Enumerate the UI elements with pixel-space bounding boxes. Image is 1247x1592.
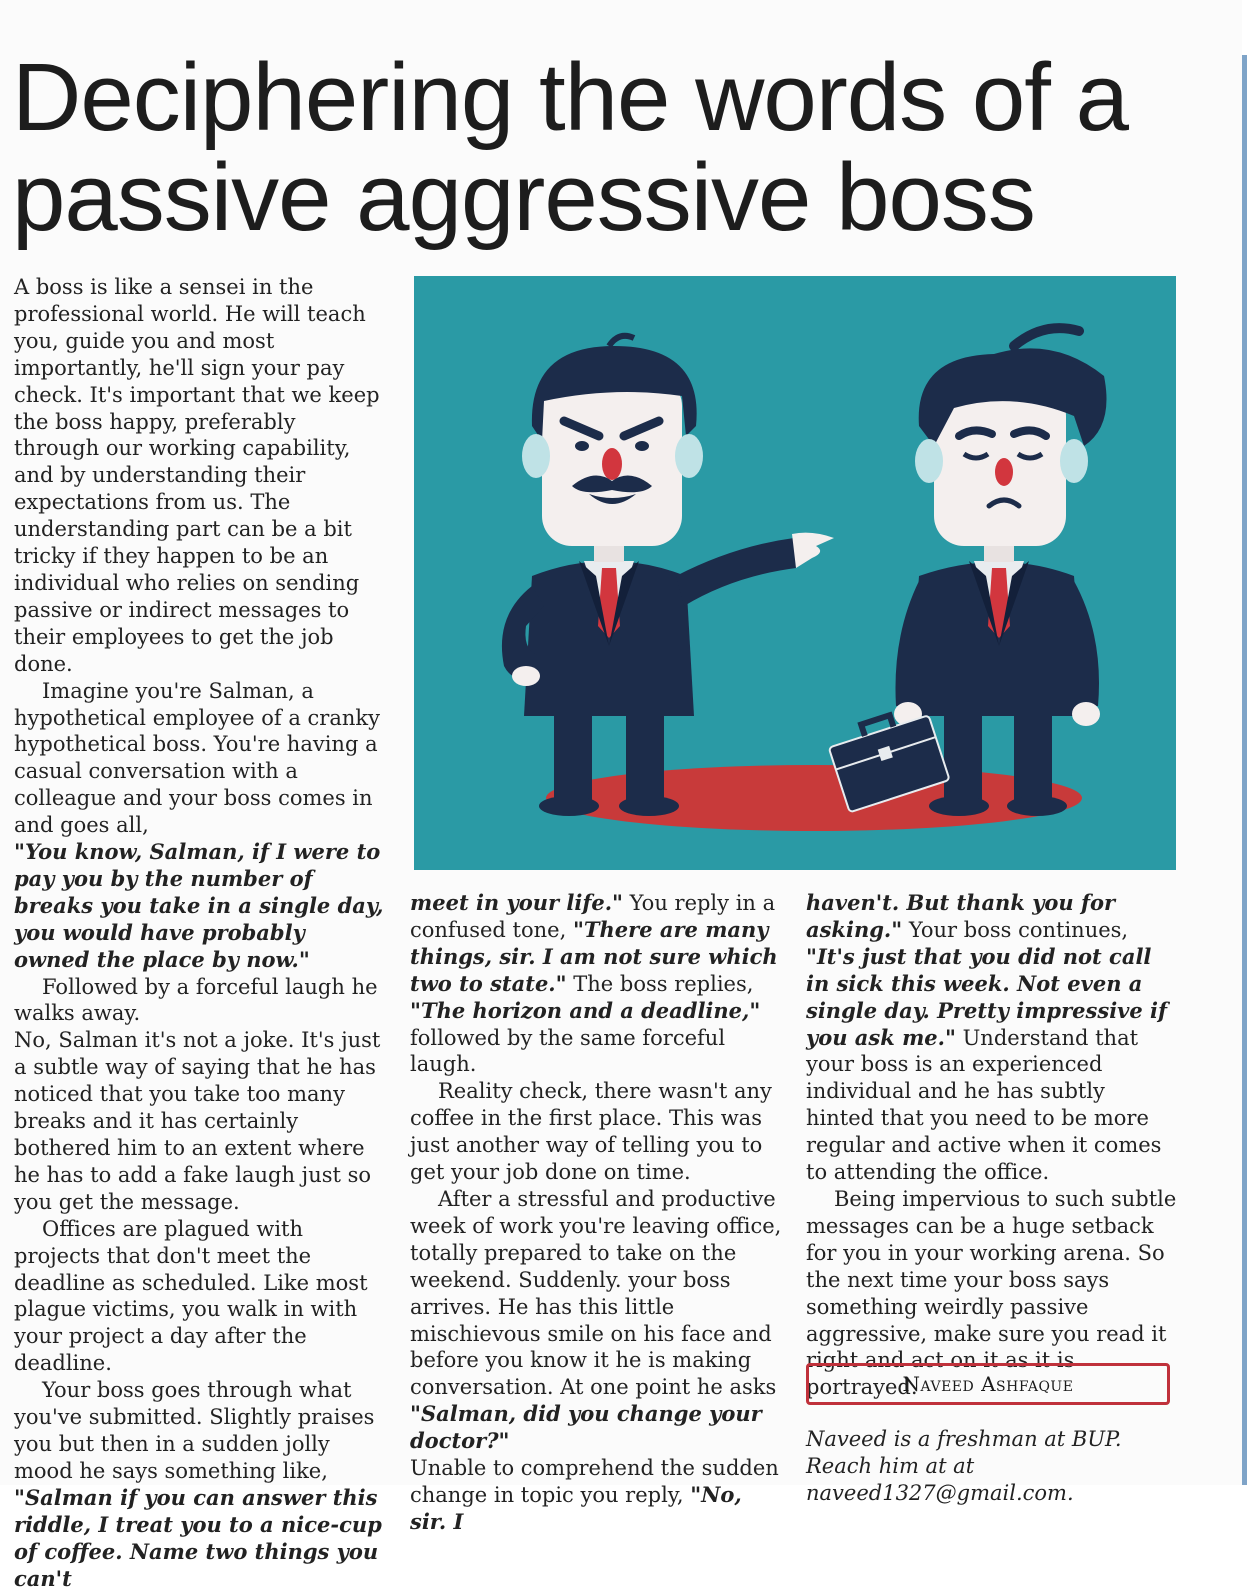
article-column-3 bbox=[806, 890, 1178, 1401]
body-paragraph: Being impervious to such subtle messages can be a huge setback for you in your working arena. So the next time your boss says something weirdly passive aggressive, make sure you read it right and act on it as it is portrayed. bbox=[806, 1186, 1177, 1400]
boss-quote: meet in your life." bbox=[410, 890, 623, 915]
body-paragraph: No, Salman it's not a joke. It's just a subtle way of saying that he has noticed that you take too many breaks and it has certainly bothered him to an extent where he has to add a fake laugh just so you get the message. bbox=[14, 1028, 381, 1214]
article-headline: Deciphering the words of a passive aggressive boss bbox=[12, 44, 1128, 251]
body-paragraph bbox=[410, 1455, 782, 1536]
boss-pointing-at-employee-illustration bbox=[414, 276, 1176, 870]
body-paragraph bbox=[410, 890, 782, 1078]
boss-quote: "Salman if you can answer this riddle, I treat you to a nice-cup of coffee. Name two things you can't bbox=[14, 1484, 382, 1591]
body-text: followed by the same forceful laugh. bbox=[410, 1025, 726, 1077]
body-text: The boss replies, bbox=[566, 971, 754, 996]
article-column-1 bbox=[14, 274, 386, 1592]
body-paragraph: Your boss goes through what you've submitted. Slightly praises you but then in a sudden jolly mood he says something like, bbox=[14, 1378, 375, 1483]
body-text: Your boss continues, bbox=[902, 917, 1129, 942]
boss-quote: "Salman, did you change your doctor?" bbox=[410, 1401, 762, 1454]
body-paragraph: Followed by a forceful laugh he walks away. bbox=[14, 974, 378, 1026]
body-paragraph: Reality check, there wasn't any coffee in the first place. This was just another way of telling you to get your job done on time. bbox=[410, 1079, 772, 1185]
body-text: Unable to comprehend the sudden change in topic you reply, bbox=[410, 1456, 779, 1507]
author-bio: Naveed is a freshman at BUP. Reach him at at naveed1327@gmail.com. bbox=[806, 1427, 1122, 1505]
article-column-2 bbox=[410, 890, 782, 1536]
body-paragraph: A boss is like a sensei in the professional world. He will teach you, guide you and most importantly, he'll sign your pay check. It's important that we keep the boss happy, preferably through our working capability, and by understanding their expectations from us. The understanding part can be a bit tricky if they happen to be an individual who relies on sending passive or indirect messages to their employees to get the job done. bbox=[14, 275, 380, 676]
body-paragraph: Imagine you're Salman, a hypothetical employee of a cranky hypothetical boss. You're having a casual conversation with a colleague and your boss comes in and goes all, bbox=[14, 678, 380, 838]
body-paragraph bbox=[806, 890, 1178, 1186]
boss-quote: "The horizon and a deadline," bbox=[410, 997, 761, 1023]
body-paragraph: After a stressful and productive week of work you're leaving office, totally prepared to take on the weekend. Suddenly. your boss arrives. He has this little mischievous smile on his face and before you know it he is making conversation. At one point he asks bbox=[410, 1186, 782, 1400]
employee-quote: haven't. But thank you for asking." bbox=[806, 890, 1116, 942]
boss-quote: "It's just that you did not call in sick this week. Not even a single day. Pretty impressive if you ask me." bbox=[806, 943, 1168, 1050]
page-edge-rule bbox=[1242, 55, 1247, 1485]
body-text: You reply in a confused tone, bbox=[410, 891, 776, 942]
boss-quote: "You know, Salman, if I were to pay you by the number of breaks you take in a single day, you would have probably owned the place by now." bbox=[14, 839, 384, 972]
body-text: Understand that your boss is an experienced individual and he has subtly hinted that you need to be more regular and active when it comes to attending the office. bbox=[806, 1025, 1162, 1185]
author-byline: Naveed Ashfaque bbox=[806, 1363, 1170, 1405]
employee-quote: "There are many things, sir. I am not sure which two to state." bbox=[410, 916, 778, 996]
body-paragraph: Offices are plagued with projects that don't meet the deadline as scheduled. Like most plague victims, you walk in with your project a day after the deadline. bbox=[14, 1216, 368, 1376]
employee-quote: "No, sir. I bbox=[410, 1481, 742, 1534]
